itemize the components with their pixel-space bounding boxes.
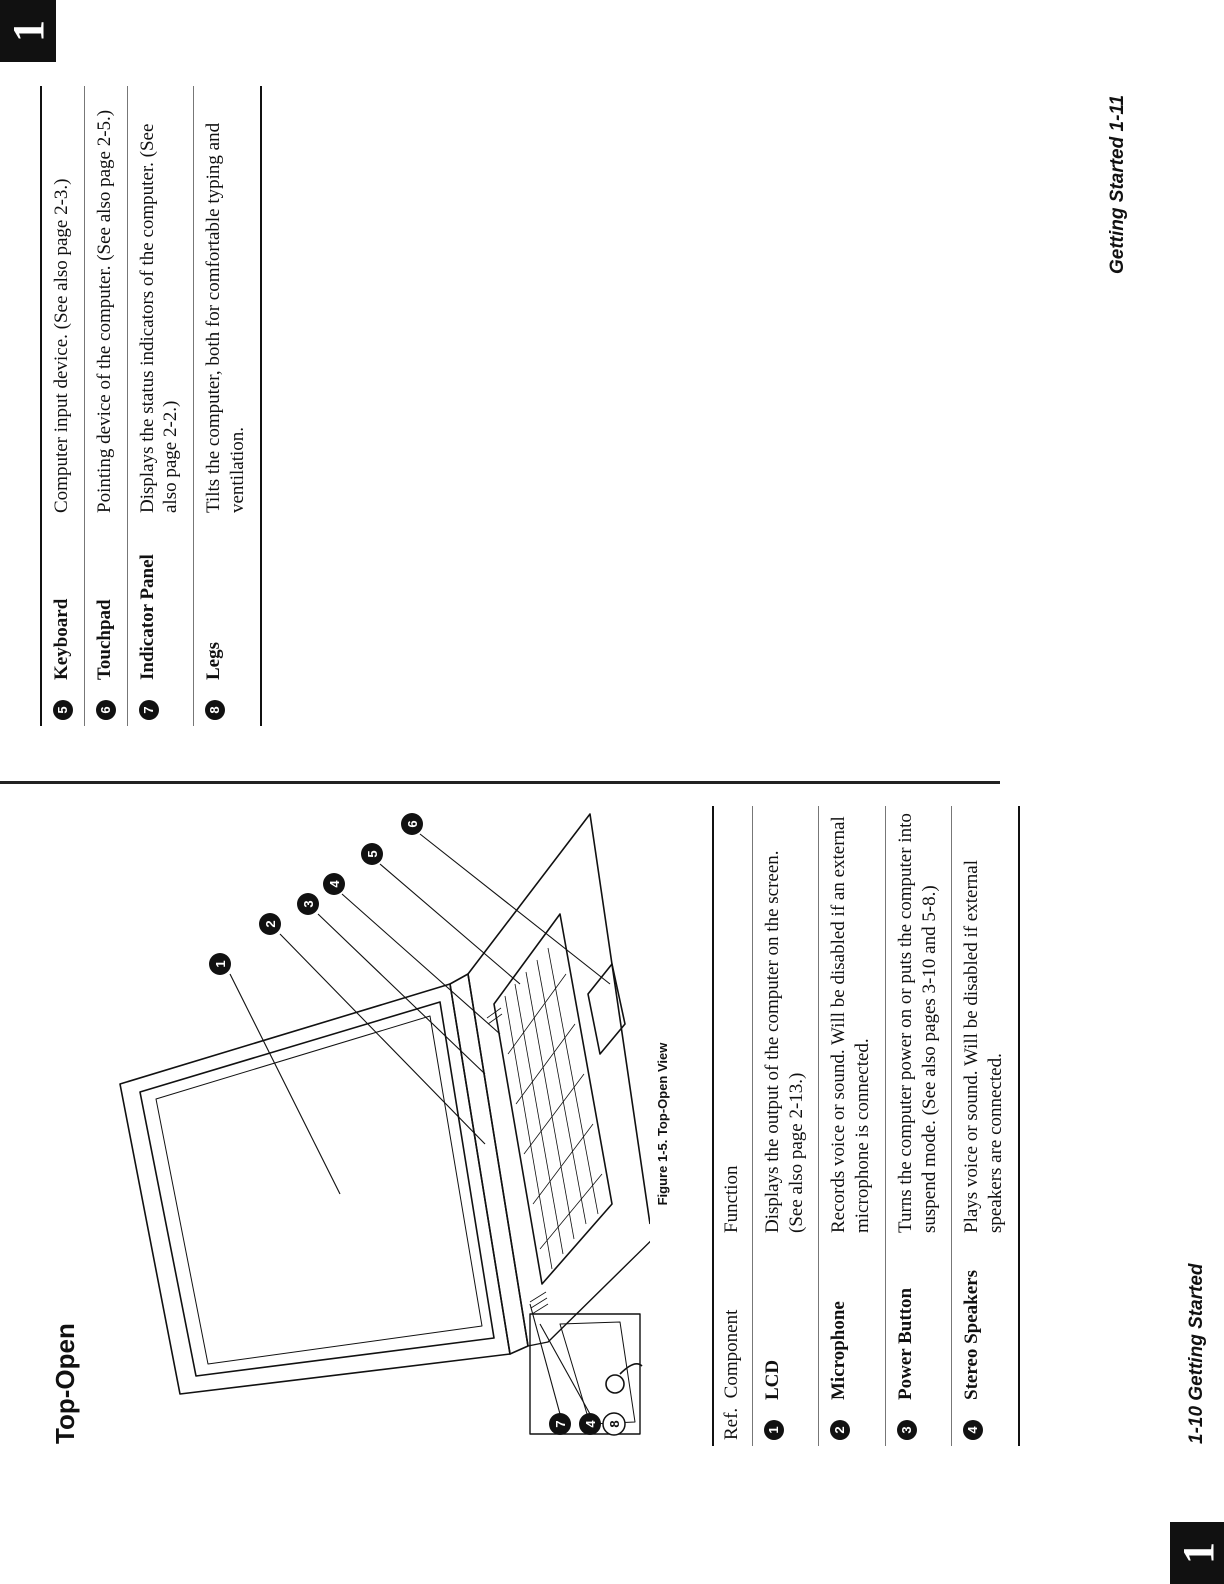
chapter-tab-right: 1: [0, 0, 56, 62]
svg-text:1: 1: [213, 960, 228, 968]
figure-callout: [259, 913, 281, 935]
component-function: Records voice or sound. Will be disabled if an external microphone is connected.: [819, 806, 886, 1239]
ref-badge: 4: [963, 1420, 983, 1440]
component-name: Keyboard: [41, 519, 84, 686]
table-row: [194, 86, 261, 726]
figure-callout: [297, 893, 319, 915]
component-function: Plays voice or sound. Will be disabled if external speakers are connected.: [952, 806, 1019, 1239]
figure-callout: [209, 953, 231, 975]
table-row: [819, 806, 886, 1446]
svg-text:5: 5: [365, 850, 380, 858]
component-function: Displays the status indicators of the computer. (See also page 2-2.): [127, 86, 194, 519]
component-table-right: [40, 86, 262, 726]
figure-callout: [401, 813, 423, 835]
table-row: [127, 86, 194, 726]
component-name: Microphone: [819, 1239, 886, 1406]
figure-callout: [579, 1413, 601, 1435]
table-row: [752, 806, 819, 1446]
component-function: Pointing device of the computer. (See also page 2-5.): [84, 86, 127, 519]
component-function: Tilts the computer, both for comfortable typing and ventilation.: [194, 86, 261, 519]
table-row: [84, 86, 127, 726]
page-footer-left: 1-10 Getting Started: [1186, 1263, 1207, 1444]
component-name: LCD: [752, 1239, 819, 1406]
svg-text:8: 8: [607, 1420, 622, 1428]
figure-callout: [603, 1413, 625, 1435]
svg-text:4: 4: [583, 1420, 598, 1428]
component-name: Touchpad: [84, 519, 127, 686]
table-header-row: [713, 806, 752, 1446]
component-name: Indicator Panel: [127, 519, 194, 686]
ref-badge: 2: [830, 1420, 850, 1440]
ref-badge: 6: [96, 700, 116, 720]
component-name: Power Button: [885, 1239, 952, 1406]
page-footer-right: Getting Started 1-11: [1107, 94, 1128, 274]
figure-caption: Figure 1-5. Top-Open View: [655, 1042, 670, 1206]
svg-text:6: 6: [405, 820, 420, 828]
chapter-tab-left: 1: [1170, 1522, 1224, 1584]
table-row: [41, 86, 84, 726]
header-ref: Ref.: [721, 1407, 742, 1440]
laptop-top-open-illustration: [90, 784, 650, 1454]
component-function: Displays the output of the computer on the screen. (See also page 2-13.): [752, 806, 819, 1239]
ref-badge: 5: [53, 700, 73, 720]
table-row: [952, 806, 1019, 1446]
section-title: Top-Open: [50, 1323, 80, 1444]
component-name: Stereo Speakers: [952, 1239, 1019, 1406]
component-table-left: [712, 806, 1020, 1446]
header-component: Component: [721, 1309, 742, 1399]
ref-badge: 3: [897, 1420, 917, 1440]
figure-callout: [323, 873, 345, 895]
svg-text:7: 7: [553, 1420, 568, 1428]
table-row: [885, 806, 952, 1446]
figure-callout: [361, 843, 383, 865]
component-function: Computer input device. (See also page 2-3.): [41, 86, 84, 519]
ref-badge: 7: [139, 700, 159, 720]
ref-badge: 1: [764, 1420, 784, 1440]
component-function: Turns the computer power on or puts the computer into suspend mode. (See also pages 3-10 and 5-8.): [885, 806, 952, 1239]
figure-callout: [549, 1413, 571, 1435]
svg-text:3: 3: [301, 900, 316, 908]
ref-badge: 8: [205, 700, 225, 720]
svg-text:4: 4: [327, 880, 342, 888]
svg-text:2: 2: [263, 920, 278, 928]
header-function: Function: [713, 806, 752, 1239]
component-name: Legs: [194, 519, 261, 686]
